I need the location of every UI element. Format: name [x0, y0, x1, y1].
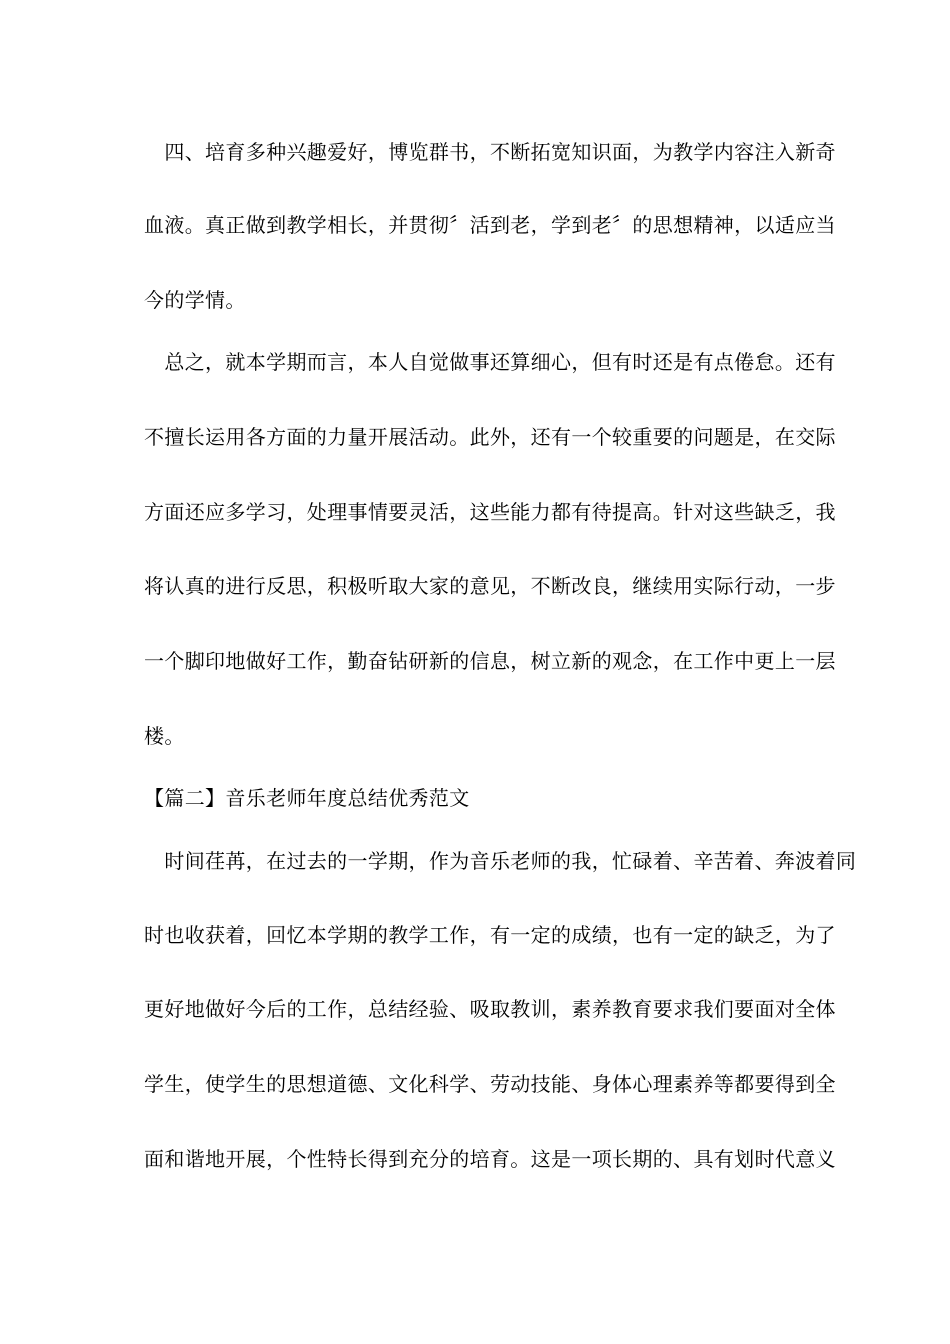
paragraph-line: 学生，使学生的思想道德、文化科学、劳动技能、身体心理素养等都要得到全: [144, 1072, 836, 1096]
paragraph-line: 方面还应多学习，处理事情要灵活，这些能力都有待提高。针对这些缺乏，我: [144, 500, 836, 524]
paragraph-line: 楼。: [144, 724, 185, 748]
paragraph-line: 面和谐地开展，个性特长得到充分的培育。这是一项长期的、具有划时代意义: [144, 1147, 836, 1171]
paragraph-line: 今的学情。: [144, 288, 246, 312]
paragraph-line: 时也收获着，回忆本学期的教学工作，有一定的成绩，也有一定的缺乏，为了: [144, 923, 836, 947]
paragraph-line: 将认真的进行反思，积极听取大家的意见，不断改良，继续用实际行动，一步: [144, 574, 836, 598]
paragraph-line: 时间荏苒，在过去的一学期，作为音乐老师的我，忙碌着、辛苦着、奔波着同: [144, 849, 857, 873]
paragraph-line: 不擅长运用各方面的力量开展活动。此外，还有一个较重要的问题是，在交际: [144, 425, 836, 449]
paragraph-line: 更好地做好今后的工作，总结经验、吸取教训，素养教育要求我们要面对全体: [144, 997, 836, 1021]
paragraph-line: 四、培育多种兴趣爱好，博览群书，不断拓宽知识面，为教学内容注入新奇: [144, 140, 836, 164]
paragraph-line: 总之，就本学期而言，本人自觉做事还算细心，但有时还是有点倦怠。还有: [144, 350, 836, 374]
paragraph-line: 血液。真正做到教学相长，并贯彻〞活到老，学到老〞的思想精神，以适应当: [144, 213, 836, 237]
paragraph-line: 一个脚印地做好工作，勤奋钻研新的信息，树立新的观念，在工作中更上一层: [144, 649, 836, 673]
section-heading: 【篇二】音乐老师年度总结优秀范文: [144, 786, 470, 810]
